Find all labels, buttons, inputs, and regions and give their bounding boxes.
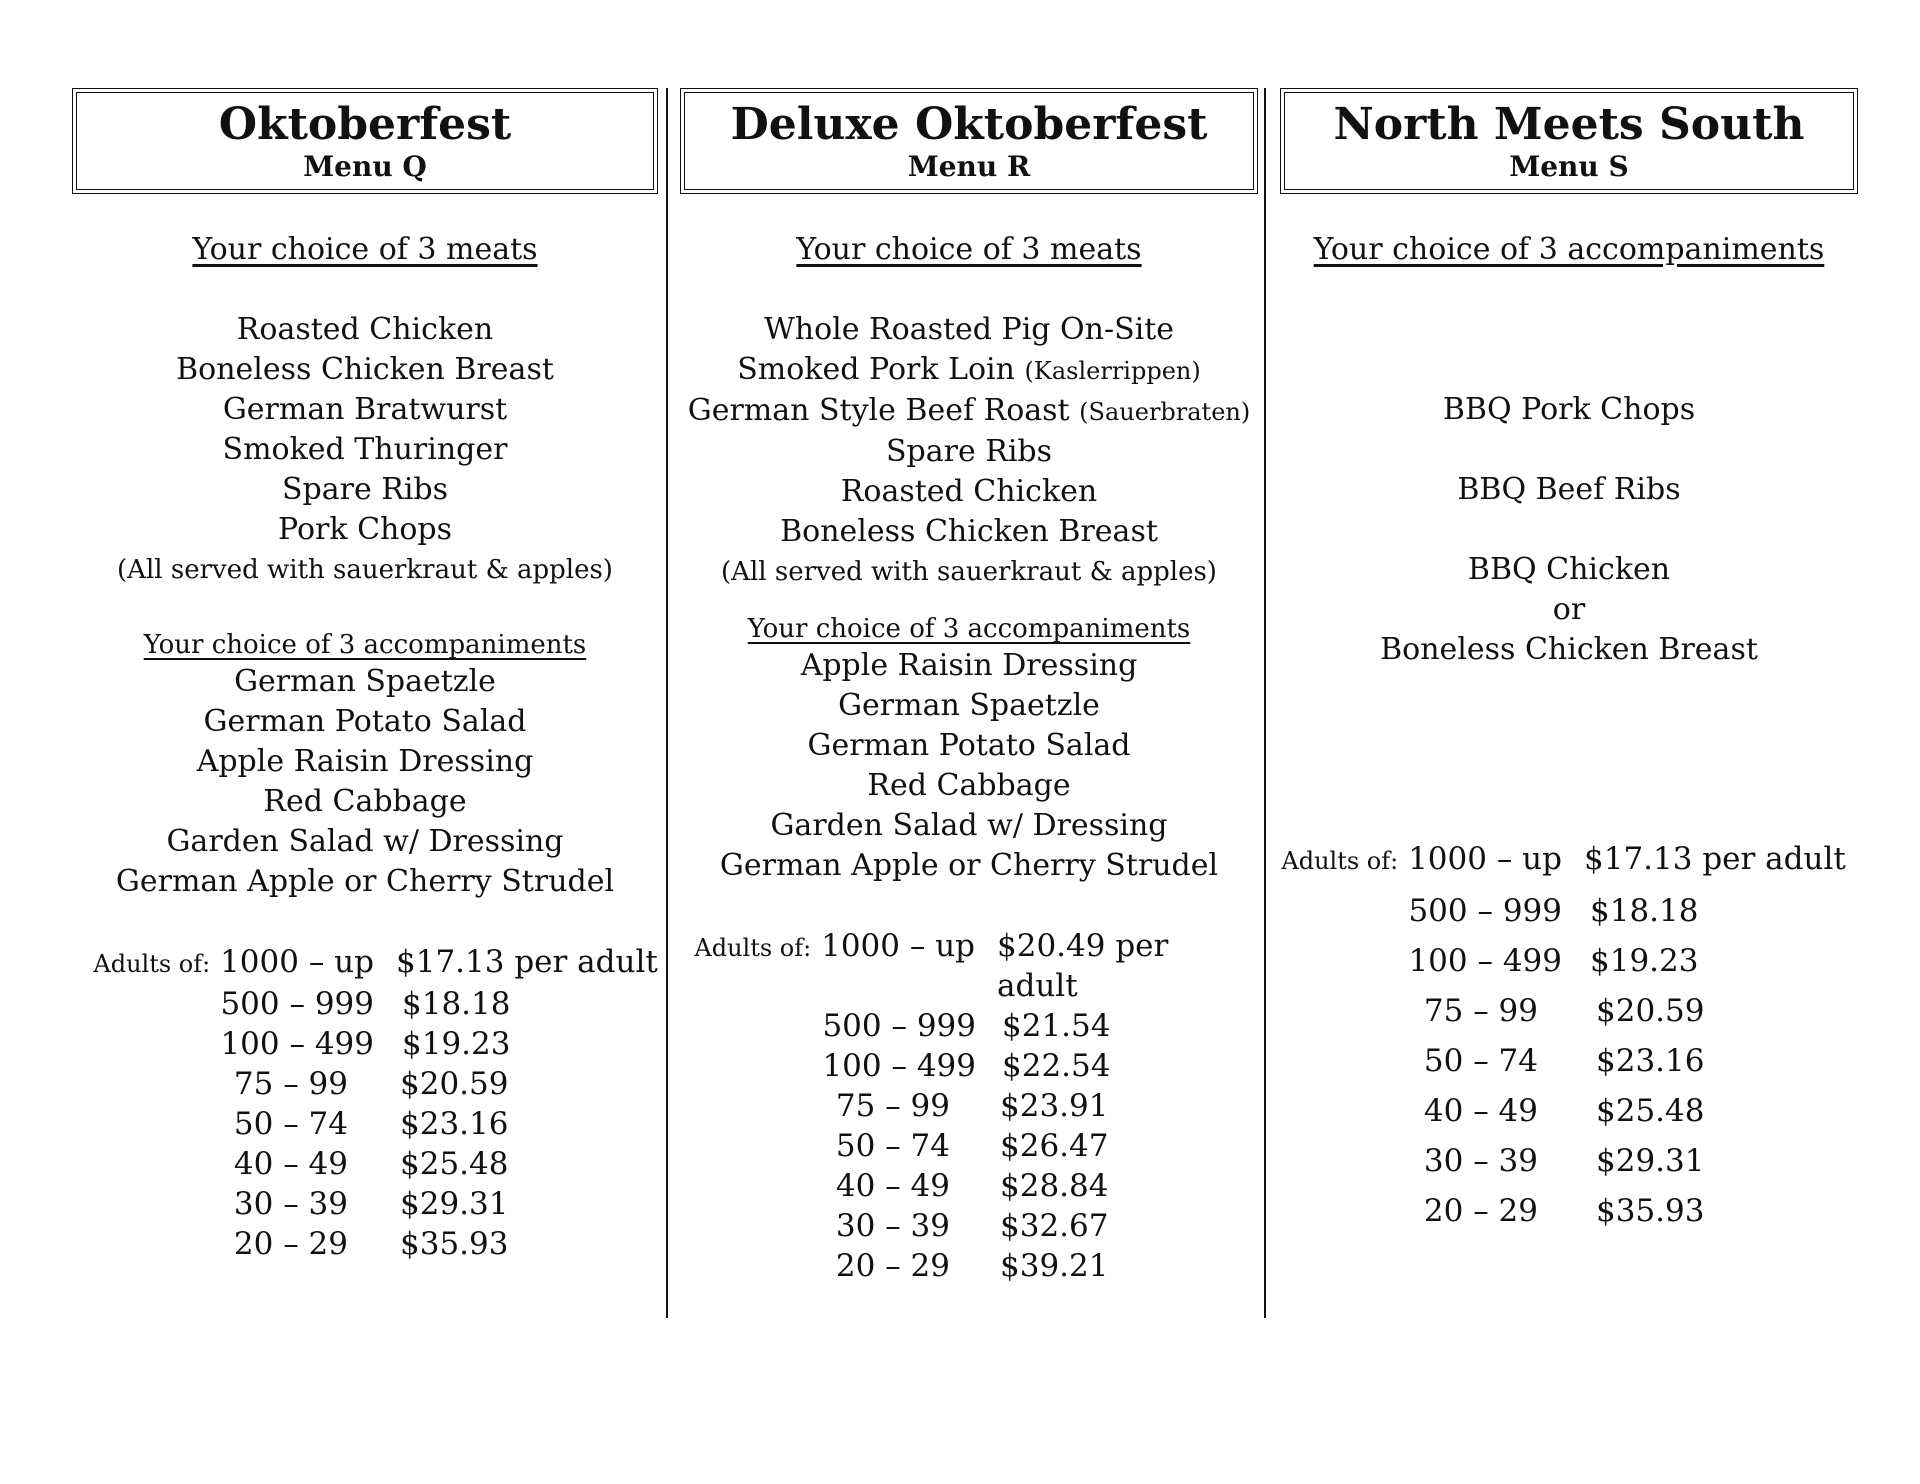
column-divider xyxy=(666,88,668,1318)
price-range: 50 – 74 xyxy=(835,1128,950,1164)
adults-label: Adults of: xyxy=(694,934,812,962)
price-value: $18.18 xyxy=(402,986,511,1022)
price-range: 100 – 499 xyxy=(1408,943,1562,979)
meats-heading: Your choice of 3 meats xyxy=(192,232,538,267)
price-range: 40 – 49 xyxy=(835,1168,950,1204)
list-item: Garden Salad w/ Dressing xyxy=(166,824,564,859)
list-item: Garden Salad w/ Dressing xyxy=(770,808,1168,843)
menu-subtitle: Menu R xyxy=(907,150,1031,183)
menu-title: Oktoberfest xyxy=(218,99,512,150)
price-row xyxy=(680,1126,1258,1166)
price-range: 20 – 29 xyxy=(233,1226,348,1262)
list-item: German Style Beef Roast (Sauerbraten) xyxy=(687,393,1251,428)
price-value: $35.93 xyxy=(1596,1193,1705,1229)
price-row xyxy=(72,1144,658,1184)
list-item: Roasted Chicken xyxy=(236,312,494,347)
price-row xyxy=(72,1224,658,1264)
list-item: Whole Roasted Pig On-Site xyxy=(763,312,1175,347)
list-item: Spare Ribs xyxy=(281,472,449,507)
price-value: $23.16 xyxy=(400,1106,509,1142)
price-row xyxy=(1280,1136,1858,1186)
price-table xyxy=(72,942,658,1264)
price-range: 500 – 999 xyxy=(220,986,374,1022)
price-row xyxy=(1280,936,1858,986)
price-row xyxy=(680,1086,1258,1126)
price-range: 75 – 99 xyxy=(233,1066,348,1102)
list-item: German Bratwurst xyxy=(222,392,508,427)
list-item: or xyxy=(1552,592,1586,627)
price-row xyxy=(1280,1186,1858,1236)
price-range: 1000 – up xyxy=(821,928,976,964)
list-item: Pork Chops xyxy=(277,512,453,547)
price-value: $25.48 xyxy=(1596,1093,1705,1129)
adults-label: Adults of: xyxy=(1281,847,1399,875)
price-range: 30 – 39 xyxy=(1423,1143,1538,1179)
price-value: $32.67 xyxy=(1000,1208,1109,1244)
price-value: $29.31 xyxy=(400,1186,509,1222)
accompaniments-list xyxy=(72,662,658,902)
meats-list xyxy=(72,310,658,590)
price-value: $23.16 xyxy=(1596,1043,1705,1079)
accompaniments-list xyxy=(680,646,1258,886)
price-range: 500 – 999 xyxy=(1408,893,1562,929)
price-table xyxy=(680,926,1258,1286)
price-value: $21.54 xyxy=(1002,1008,1111,1044)
price-range: 1000 – up xyxy=(1408,841,1562,877)
list-item: Boneless Chicken Breast xyxy=(780,514,1158,549)
price-row xyxy=(72,1104,658,1144)
price-row xyxy=(72,1184,658,1224)
price-value: $35.93 xyxy=(400,1226,509,1262)
accompaniments-heading: Your choice of 3 accompaniments xyxy=(747,614,1191,644)
price-row xyxy=(72,984,658,1024)
price-range: 100 – 499 xyxy=(822,1048,976,1084)
list-item: Smoked Pork Loin (Kaslerrippen) xyxy=(737,352,1201,387)
menu-header xyxy=(680,88,1258,194)
price-row xyxy=(72,1024,658,1064)
menu-header xyxy=(1280,88,1858,194)
menu-s-column xyxy=(1280,88,1858,1236)
price-row xyxy=(1280,886,1858,936)
meats-list xyxy=(680,310,1258,592)
price-row xyxy=(72,1064,658,1104)
price-range: 30 – 39 xyxy=(835,1208,950,1244)
price-row xyxy=(1280,1036,1858,1086)
price-value: $20.59 xyxy=(1596,993,1705,1029)
menu-q-column xyxy=(72,88,658,1264)
price-value: $17.13 per adult xyxy=(396,944,658,980)
list-item: Red Cabbage xyxy=(263,784,467,819)
price-value: $18.18 xyxy=(1590,893,1699,929)
price-range: 50 – 74 xyxy=(233,1106,348,1142)
price-value: $28.84 xyxy=(1000,1168,1109,1204)
price-range: 30 – 39 xyxy=(233,1186,348,1222)
price-row xyxy=(680,1206,1258,1246)
list-item: Smoked Thuringer xyxy=(222,432,508,467)
price-row xyxy=(1280,834,1858,886)
column-divider xyxy=(1264,88,1266,1318)
served-note: (All served with sauerkraut & apples) xyxy=(721,557,1217,587)
price-value: $39.21 xyxy=(1000,1248,1109,1284)
price-table xyxy=(1280,834,1858,1236)
price-range: 40 – 49 xyxy=(1423,1093,1538,1129)
list-item: Apple Raisin Dressing xyxy=(800,648,1138,683)
price-range: 20 – 29 xyxy=(1423,1193,1538,1229)
menu-title: North Meets South xyxy=(1333,99,1805,150)
price-range: 500 – 999 xyxy=(822,1008,976,1044)
price-value: $19.23 xyxy=(1590,943,1699,979)
price-range: 20 – 29 xyxy=(835,1248,950,1284)
menu-subtitle: Menu S xyxy=(1509,150,1629,183)
list-item: Boneless Chicken Breast xyxy=(1380,632,1758,667)
price-row xyxy=(680,1046,1258,1086)
list-item: Red Cabbage xyxy=(867,768,1071,803)
list-item: Roasted Chicken xyxy=(840,474,1098,509)
price-range: 40 – 49 xyxy=(233,1146,348,1182)
menu-header xyxy=(72,88,658,194)
list-item: BBQ Pork Chops xyxy=(1442,392,1696,427)
price-row xyxy=(680,1246,1258,1286)
price-range: 50 – 74 xyxy=(1423,1043,1538,1079)
menu-r-column xyxy=(680,88,1258,1286)
price-value: $25.48 xyxy=(400,1146,509,1182)
menu-subtitle: Menu Q xyxy=(303,150,427,183)
price-row xyxy=(1280,986,1858,1036)
price-row xyxy=(680,1006,1258,1046)
price-range: 75 – 99 xyxy=(1423,993,1538,1029)
list-item: Spare Ribs xyxy=(885,434,1053,469)
price-value: $23.91 xyxy=(1000,1088,1109,1124)
accompaniments-heading: Your choice of 3 accompaniments xyxy=(1313,232,1825,267)
price-value: $22.54 xyxy=(1002,1048,1111,1084)
list-item: German Spaetzle xyxy=(838,688,1100,723)
price-value: $17.13 per adult xyxy=(1584,841,1846,877)
price-row xyxy=(680,926,1258,1006)
list-item: BBQ Chicken xyxy=(1467,552,1671,587)
list-item: BBQ Beef Ribs xyxy=(1457,472,1681,507)
price-range: 1000 – up xyxy=(220,944,374,980)
list-item: Boneless Chicken Breast xyxy=(176,352,554,387)
served-note: (All served with sauerkraut & apples) xyxy=(117,555,613,585)
list-item: German Potato Salad xyxy=(203,704,527,739)
list-item: German Potato Salad xyxy=(807,728,1131,763)
list-item: German Spaetzle xyxy=(234,664,496,699)
price-value: $29.31 xyxy=(1596,1143,1705,1179)
price-value: $19.23 xyxy=(402,1026,511,1062)
menu-title: Deluxe Oktoberfest xyxy=(730,99,1208,150)
adults-label: Adults of: xyxy=(93,950,211,978)
price-value: $20.59 xyxy=(400,1066,509,1102)
price-row xyxy=(1280,1086,1858,1136)
price-row xyxy=(680,1166,1258,1206)
list-item: Apple Raisin Dressing xyxy=(196,744,534,779)
price-range: 100 – 499 xyxy=(220,1026,374,1062)
list-item: German Apple or Cherry Strudel xyxy=(719,848,1219,883)
bbq-list xyxy=(1280,390,1858,670)
list-item: German Apple or Cherry Strudel xyxy=(115,864,615,899)
price-range: 75 – 99 xyxy=(835,1088,950,1124)
price-row xyxy=(72,942,658,984)
price-value: $26.47 xyxy=(1000,1128,1109,1164)
price-value: $20.49 per adult xyxy=(997,928,1169,1004)
accompaniments-heading: Your choice of 3 accompaniments xyxy=(143,630,587,660)
meats-heading: Your choice of 3 meats xyxy=(796,232,1142,267)
